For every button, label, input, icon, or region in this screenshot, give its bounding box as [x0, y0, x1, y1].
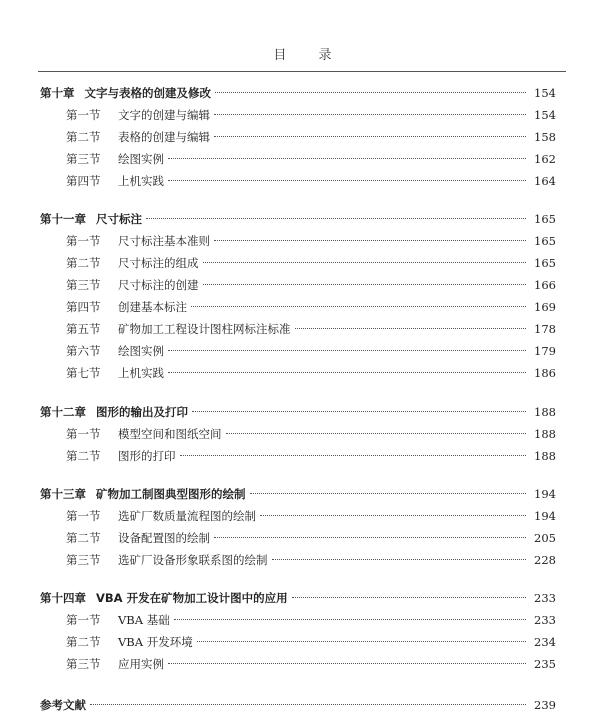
page-number: 233 [534, 591, 556, 605]
page-title: 目 录 [273, 48, 346, 63]
chapter-row[interactable] [40, 82, 556, 104]
section-number: 第七节 [66, 366, 101, 380]
section-number: 第三节 [66, 657, 101, 671]
dot-leader [272, 559, 527, 560]
chapter-row[interactable] [40, 401, 556, 423]
section-number: 第一节 [66, 234, 101, 248]
section-title: 应用实例 [118, 657, 164, 671]
chapter-10 [40, 82, 556, 192]
page-number: 165 [534, 212, 556, 226]
dot-leader [180, 455, 527, 456]
page-number: 154 [534, 108, 556, 122]
chapter-title: 尺寸标注 [96, 212, 142, 226]
section-title: 矿物加工工程设计图柱网标注标准 [118, 322, 291, 336]
section-row[interactable] [40, 252, 556, 274]
section-row[interactable] [40, 653, 556, 675]
references [40, 694, 556, 716]
dot-leader [292, 597, 526, 598]
section-number: 第三节 [66, 278, 101, 292]
section-number: 第一节 [66, 613, 101, 627]
section-number: 第三节 [66, 553, 101, 567]
page-number: 178 [534, 322, 556, 336]
references-row[interactable] [40, 694, 556, 716]
section-title: VBA 基础 [118, 613, 170, 627]
page-number: 234 [534, 635, 556, 649]
section-title: 尺寸标注的组成 [118, 256, 199, 270]
chapter-spacer [40, 675, 556, 694]
chapter-number: 第十二章 [40, 405, 86, 419]
page-number: 228 [534, 553, 556, 567]
page-number: 158 [534, 130, 556, 144]
section-title: 尺寸标注的创建 [118, 278, 199, 292]
header-divider [38, 71, 566, 72]
section-title: 文字的创建与编辑 [118, 108, 210, 122]
chapter-row[interactable] [40, 587, 556, 609]
section-number: 第一节 [66, 509, 101, 523]
chapter-13 [40, 483, 556, 571]
chapter-title: 文字与表格的创建及修改 [84, 86, 211, 100]
section-row[interactable] [40, 230, 556, 252]
section-title: 绘图实例 [118, 344, 164, 358]
section-number: 第二节 [66, 635, 101, 649]
dot-leader [168, 350, 526, 351]
page-number: 188 [534, 427, 556, 441]
chapter-title: VBA 开发在矿物加工设计图中的应用 [96, 591, 288, 605]
section-row[interactable] [40, 296, 556, 318]
table-of-contents [40, 82, 556, 716]
section-row[interactable] [40, 104, 556, 126]
chapter-12 [40, 401, 556, 467]
section-row[interactable] [40, 549, 556, 571]
section-title: 设备配置图的绘制 [118, 531, 210, 545]
chapter-11 [40, 208, 556, 384]
page-number: 235 [534, 657, 556, 671]
section-number: 第二节 [66, 531, 101, 545]
section-title: 尺寸标注基本准则 [118, 234, 210, 248]
dot-leader [226, 433, 527, 434]
section-row[interactable] [40, 505, 556, 527]
dot-leader [192, 411, 526, 412]
section-number: 第一节 [66, 108, 101, 122]
dot-leader [168, 158, 526, 159]
chapter-row[interactable] [40, 483, 556, 505]
dot-leader [295, 328, 527, 329]
chapter-number: 第十三章 [40, 487, 86, 501]
section-row[interactable] [40, 423, 556, 445]
section-number: 第二节 [66, 130, 101, 144]
chapter-number: 第十四章 [40, 591, 86, 605]
chapter-spacer [40, 192, 556, 208]
section-title: 上机实践 [118, 366, 164, 380]
section-title: 图形的打印 [118, 449, 176, 463]
section-title: VBA 开发环境 [118, 635, 193, 649]
section-title: 模型空间和图纸空间 [118, 427, 222, 441]
section-row[interactable] [40, 318, 556, 340]
dot-leader [191, 306, 526, 307]
dot-leader [168, 663, 526, 664]
section-number: 第六节 [66, 344, 101, 358]
section-row[interactable] [40, 126, 556, 148]
section-number: 第四节 [66, 174, 101, 188]
chapter-number: 第十章 [40, 86, 75, 100]
section-title: 绘图实例 [118, 152, 164, 166]
page-number: 188 [534, 405, 556, 419]
section-row[interactable] [40, 527, 556, 549]
chapter-spacer [40, 571, 556, 587]
page-number: 239 [534, 698, 556, 712]
section-title: 上机实践 [118, 174, 164, 188]
dot-leader [214, 114, 526, 115]
dot-leader [214, 537, 526, 538]
page-number: 194 [534, 487, 556, 501]
dot-leader [90, 704, 526, 705]
references-title: 参考文献 [40, 698, 86, 712]
section-row[interactable] [40, 609, 556, 631]
dot-leader [197, 641, 526, 642]
chapter-title: 矿物加工制图典型图形的绘制 [96, 487, 246, 501]
page-number: 188 [534, 449, 556, 463]
page-number: 165 [534, 256, 556, 270]
dot-leader [174, 619, 526, 620]
page-number: 162 [534, 152, 556, 166]
section-row[interactable] [40, 340, 556, 362]
section-number: 第一节 [66, 427, 101, 441]
page-number: 154 [534, 86, 556, 100]
chapter-spacer [40, 467, 556, 483]
section-row[interactable] [40, 445, 556, 467]
section-title: 选矿厂设备形象联系图的绘制 [118, 553, 268, 567]
section-row[interactable] [40, 631, 556, 653]
dot-leader [203, 262, 527, 263]
section-row[interactable] [40, 170, 556, 192]
page-number: 194 [534, 509, 556, 523]
page-number: 233 [534, 613, 556, 627]
chapter-number: 第十一章 [40, 212, 86, 226]
section-row[interactable] [40, 362, 556, 384]
section-title: 创建基本标注 [118, 300, 187, 314]
dot-leader [215, 92, 526, 93]
page-number: 169 [534, 300, 556, 314]
section-number: 第二节 [66, 256, 101, 270]
dot-leader [168, 180, 526, 181]
dot-leader [214, 240, 526, 241]
chapter-row[interactable] [40, 208, 556, 230]
section-title: 选矿厂数质量流程图的绘制 [118, 509, 256, 523]
dot-leader [250, 493, 527, 494]
page-number: 166 [534, 278, 556, 292]
section-row[interactable] [40, 274, 556, 296]
dot-leader [260, 515, 526, 516]
dot-leader [203, 284, 527, 285]
section-number: 第三节 [66, 152, 101, 166]
dot-leader [146, 218, 526, 219]
chapter-title: 图形的输出及打印 [96, 405, 188, 419]
dot-leader [168, 372, 526, 373]
page-number: 179 [534, 344, 556, 358]
page-number: 165 [534, 234, 556, 248]
page-number: 205 [534, 531, 556, 545]
chapter-spacer [40, 384, 556, 401]
section-number: 第五节 [66, 322, 101, 336]
chapter-14 [40, 587, 556, 675]
section-number: 第四节 [66, 300, 101, 314]
section-title: 表格的创建与编辑 [118, 130, 210, 144]
section-row[interactable] [40, 148, 556, 170]
dot-leader [214, 136, 526, 137]
section-number: 第二节 [66, 449, 101, 463]
page-number: 186 [534, 366, 556, 380]
page-number: 164 [534, 174, 556, 188]
